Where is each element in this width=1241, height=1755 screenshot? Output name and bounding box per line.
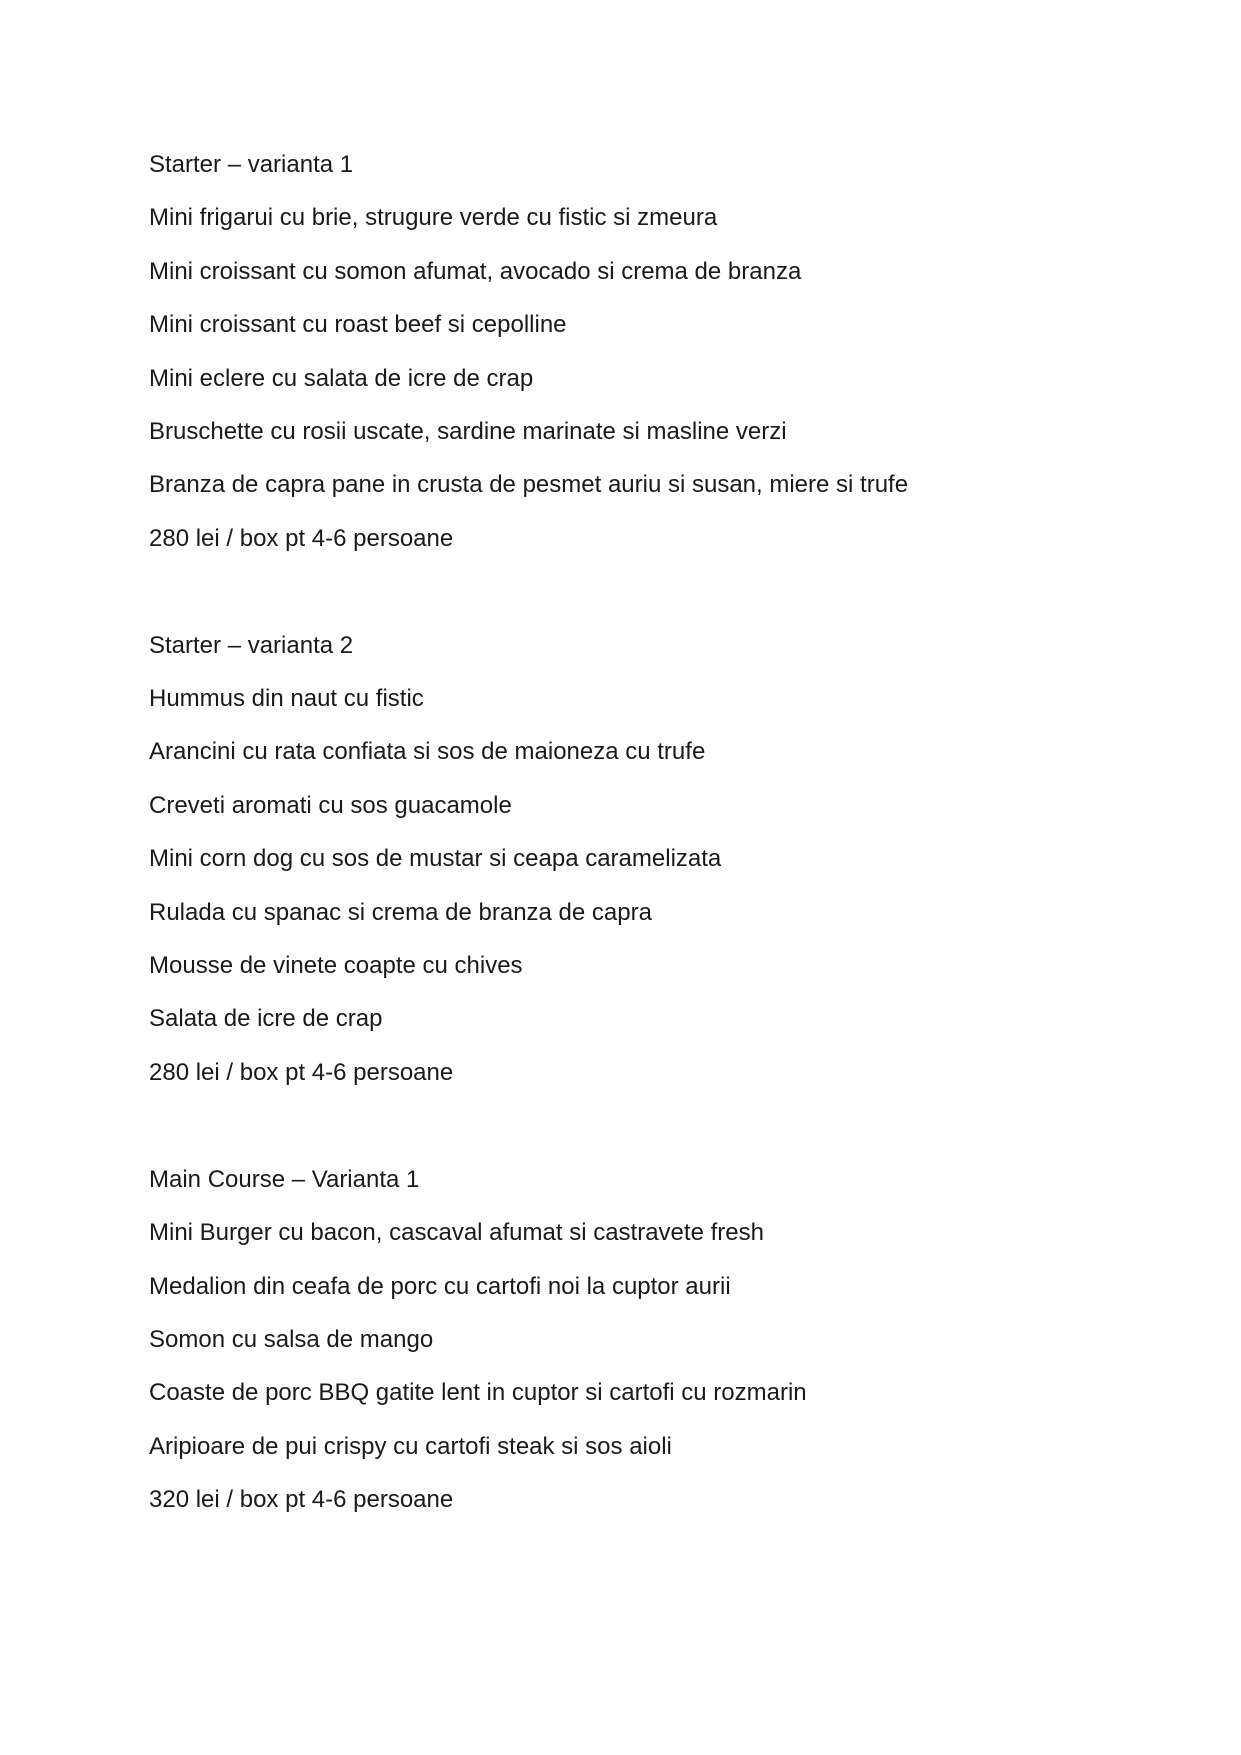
menu-item-line: Mousse de vinete coapte cu chives	[149, 952, 523, 980]
price-line: 320 lei / box pt 4-6 persoane	[149, 1486, 454, 1514]
menu-item-line: Bruschette cu rosii uscate, sardine marinate si masline verzi	[149, 418, 787, 446]
section-title: Starter – varianta 1	[149, 151, 354, 178]
menu-item-line: Mini corn dog cu sos de mustar si ceapa caramelizata	[149, 845, 722, 873]
menu-item-line: Mini frigarui cu brie, strugure verde cu fistic si zmeura	[149, 204, 718, 232]
menu-item-line: Mini croissant cu roast beef si cepolline	[149, 311, 567, 339]
menu-item-line: Medalion din ceafa de porc cu cartofi noi la cuptor aurii	[149, 1272, 731, 1300]
menu-item-line: Somon cu salsa de mango	[149, 1325, 434, 1353]
menu-item-line: Branza de capra pane in crusta de pesmet auriu si susan, miere si trufe	[149, 471, 909, 499]
menu-item-line: Mini croissant cu somon afumat, avocado si crema de branza	[149, 257, 802, 285]
menu-item-line: Arancini cu rata confiata si sos de maioneza cu trufe	[149, 738, 706, 766]
menu-item-line: Salata de icre de crap	[149, 1005, 383, 1033]
menu-item-line: Hummus din naut cu fistic	[149, 685, 424, 713]
menu-item-line: Creveti aromati cu sos guacamole	[149, 791, 512, 819]
section-title: Main Course – Varianta 1	[149, 1165, 420, 1193]
section-title: Starter – varianta 2	[149, 631, 354, 659]
menu-item-line: Mini Burger cu bacon, cascaval afumat si castravete fresh	[149, 1219, 764, 1247]
menu-item-line: Rulada cu spanac si crema de branza de capra	[149, 898, 652, 926]
menu-section	[149, 619, 1101, 1100]
price-line: 280 lei / box pt 4-6 persoane	[149, 524, 454, 552]
menu-item-line: Aripioare de pui crispy cu cartofi steak si sos aioli	[149, 1432, 672, 1460]
price-line: 280 lei / box pt 4-6 persoane	[149, 1058, 454, 1086]
menu-item-line: Mini eclere cu salata de icre de crap	[149, 364, 534, 392]
menu-section	[149, 1153, 1101, 1527]
menu-section	[149, 138, 1101, 565]
menu-item-line: Coaste de porc BBQ gatite lent in cuptor si cartofi cu rozmarin	[149, 1379, 807, 1407]
